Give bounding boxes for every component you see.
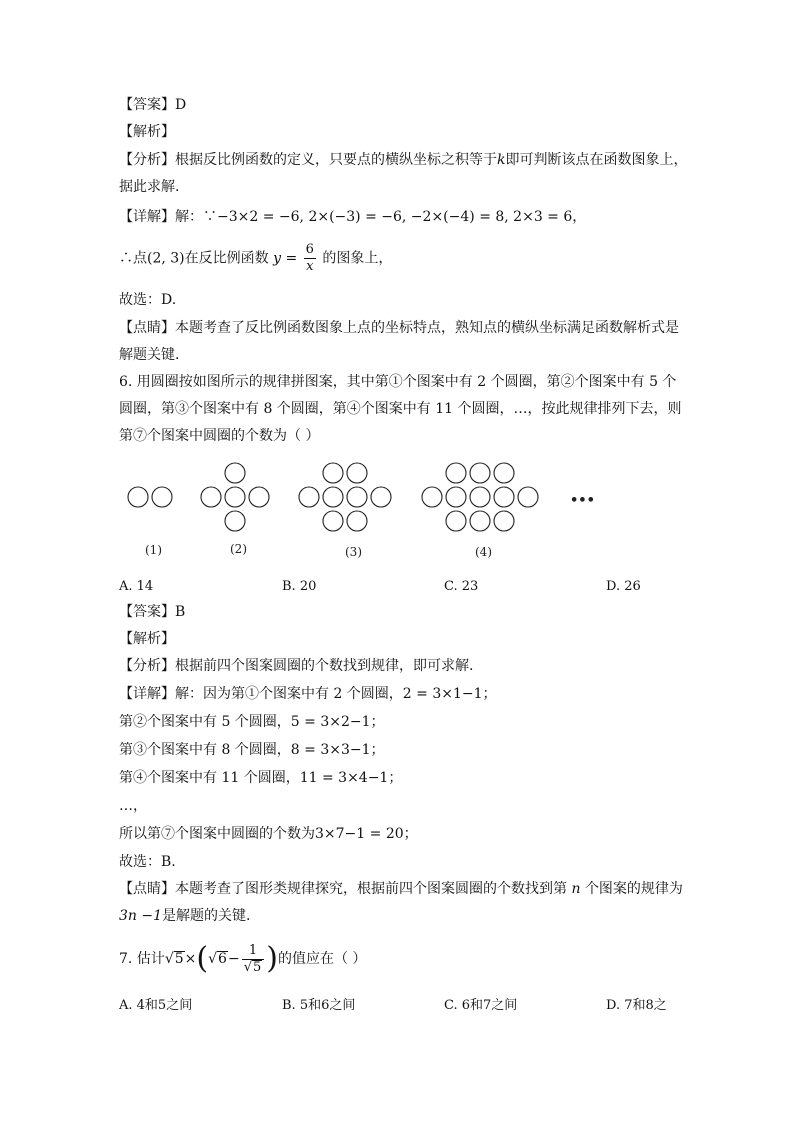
- circle: [152, 487, 172, 507]
- q7-stem-pre: 7. 估计: [119, 951, 165, 967]
- q5-choose: 故选：D.: [119, 292, 177, 308]
- q7-denominator-radicand: 5: [252, 959, 262, 975]
- q5-detail: 【详解】解：∵−3×2 = −6, 2×(−3) = −6, −2×(−4) = 8, 2×3 = 6，: [119, 209, 587, 225]
- q5-therefore-line: [119, 242, 392, 275]
- q6-choose: 故选：B.: [119, 854, 176, 870]
- q5-dianjing-1: 【点睛】本题考查了反比例函数图象上点的坐标特点，熟知点的横纵坐标满足函数解析式是: [119, 320, 679, 336]
- q5-fenxi-text-1: 【分析】根据反比例函数的定义，只要点的横纵坐标之积等于: [119, 152, 497, 168]
- circle: [422, 487, 442, 507]
- circle: [518, 487, 538, 507]
- circle: [249, 487, 269, 507]
- circle: [371, 487, 391, 507]
- circle: [494, 511, 514, 531]
- q7-sqrt6: 6: [218, 951, 227, 967]
- pattern-1: [128, 487, 172, 507]
- q5-fraction-numerator: 6: [305, 242, 314, 257]
- circle: [470, 487, 490, 507]
- q7-sqrt5: 5: [174, 951, 184, 967]
- circle: [347, 487, 367, 507]
- q5-fraction-denominator: x: [306, 259, 314, 274]
- q5-therefore-text-2: 的图象上，: [322, 250, 393, 267]
- q5-analysis-heading: 【解析】: [119, 124, 175, 140]
- q6-dianjing-text-1: 【点睛】本题考查了图形类规律探究，根据前四个图案圆圈的个数找到第: [119, 881, 567, 897]
- q7-choice-c: C. 6和7之间: [444, 998, 518, 1013]
- circle: [470, 463, 490, 483]
- circle: [128, 487, 148, 507]
- q6-detail-5: …，: [119, 798, 147, 814]
- sqrt-sign: √: [208, 951, 218, 967]
- circle: [446, 487, 466, 507]
- circle: [347, 511, 367, 531]
- q6-dianjing-text-3: 是解题的关键.: [162, 908, 251, 924]
- q5-dianjing-2: 解题关键.: [119, 347, 180, 363]
- pattern-4: [422, 463, 538, 531]
- pattern-3: [299, 463, 391, 531]
- q7-choice-a: A. 4和5之间: [119, 998, 193, 1013]
- q6-formula: 3n −1: [119, 908, 163, 924]
- q6-fenxi: 【分析】根据前四个图案圆圈的个数找到规律，即可求解.: [119, 658, 474, 674]
- q7-choice-d: D. 7和8之: [606, 998, 667, 1013]
- q5-fraction: [304, 242, 316, 275]
- q7-fraction-numerator: 1: [242, 943, 265, 960]
- q6-detail-6: 所以第⑦个图案中圆圈的个数为3×7−1 = 20；: [119, 826, 418, 842]
- pattern-label-1: (1): [145, 543, 162, 557]
- q6-analysis-heading: 【解析】: [119, 631, 175, 647]
- q6-circle-patterns-figure: [119, 458, 599, 570]
- circle: [347, 463, 367, 483]
- q6-choice-b: B. 20: [282, 579, 317, 594]
- q7-minus: −: [227, 951, 240, 967]
- q5-fenxi-text-2: 即可判断该点在函数图象上，: [505, 152, 688, 168]
- q6-detail-3: 第③个图案中有 8 个圆圈，8 = 3×3−1；: [119, 742, 385, 758]
- circle: [494, 463, 514, 483]
- q6-dianjing-text-2: 个图案的规律为: [584, 881, 683, 897]
- circle: [470, 511, 490, 531]
- circle: [201, 487, 221, 507]
- q5-function-y: y =: [273, 250, 298, 267]
- q5-answer: 【答案】D: [119, 97, 187, 113]
- q7-fraction: [242, 943, 265, 976]
- circle: [323, 487, 343, 507]
- q6-stem-1: 6. 用圆圈按如图所示的规律拼图案，其中第①个图案中有 2 个圆圈，第②个图案中有 5 个: [119, 374, 677, 390]
- circle: [323, 463, 343, 483]
- q7-stem-post: 的值应在（ ）: [277, 951, 367, 967]
- q7-fraction-denominator: √5: [243, 959, 262, 975]
- circle: [323, 511, 343, 531]
- q5-fenxi-k: k: [497, 152, 506, 168]
- q6-dianjing-n: n: [571, 881, 581, 897]
- q5-analysis-line-2: 据此求解.: [119, 179, 180, 195]
- q7-stem: [119, 942, 366, 976]
- q7-times: ×: [184, 951, 197, 967]
- q6-choice-d: D. 26: [606, 579, 641, 594]
- sqrt-sign: √: [164, 951, 174, 967]
- q6-dianjing-2: [119, 906, 250, 926]
- q6-dianjing-1: [119, 879, 683, 899]
- circle: [446, 463, 466, 483]
- circle: [494, 487, 514, 507]
- q6-choice-c: C. 23: [444, 579, 479, 594]
- q5-analysis-line: [119, 150, 687, 170]
- pattern-label-3: (3): [345, 545, 362, 559]
- q6-detail-2: 第②个图案中有 5 个圆圈，5 = 3×2−1；: [119, 714, 385, 730]
- q6-stem-2: 圆圈，第③个图案中有 8 个圆圈，第④个图案中有 11 个圆圈，…，按此规律排列下去，则: [119, 401, 682, 417]
- q6-detail-1: 【详解】解：因为第①个图案中有 2 个圆圈，2 = 3×1−1；: [119, 686, 497, 702]
- q6-choice-a: A. 14: [119, 579, 154, 594]
- pattern-label-4: (4): [475, 545, 492, 559]
- q6-detail-4: 第④个图案中有 11 个圆圈，11 = 3×4−1；: [119, 770, 403, 786]
- circle: [225, 463, 245, 483]
- q7-choice-b: B. 5和6之间: [282, 998, 356, 1013]
- circle: [299, 487, 319, 507]
- q5-therefore-text: ∴点(2, 3)在反比例函数: [119, 250, 269, 267]
- circle: [446, 511, 466, 531]
- q6-stem-3: 第⑦个图案中圆圈的个数为（ ）: [119, 428, 320, 444]
- left-paren: (: [196, 941, 209, 976]
- circle: [225, 487, 245, 507]
- pattern-ellipsis: •••: [570, 493, 595, 508]
- q6-answer: 【答案】B: [119, 604, 186, 620]
- pattern-2: [201, 463, 269, 531]
- right-paren: ): [266, 941, 278, 976]
- pattern-label-2: (2): [230, 542, 247, 556]
- circle: [225, 511, 245, 531]
